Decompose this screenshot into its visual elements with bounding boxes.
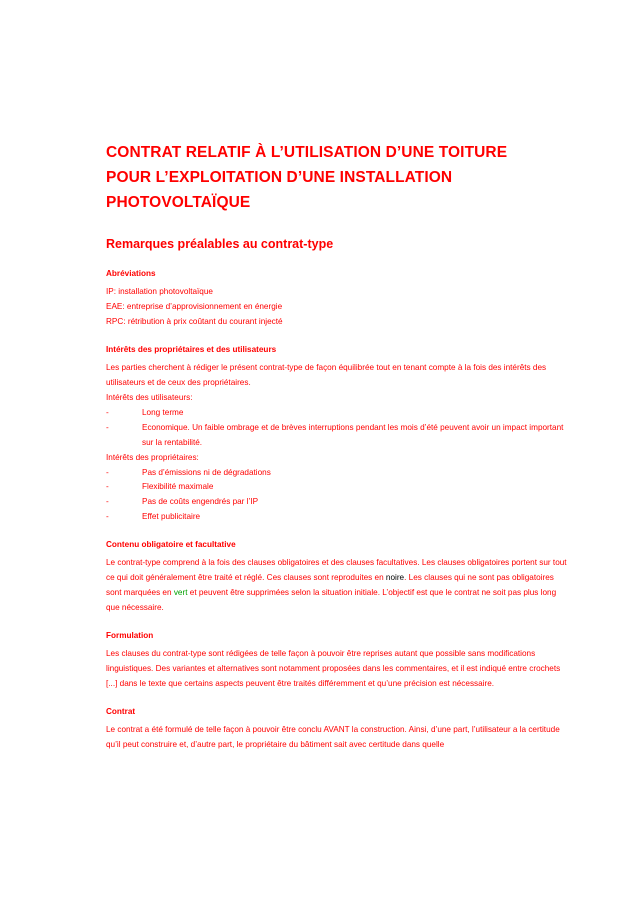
list-item-label: - Pas d’émissions ni de dégradations: [142, 467, 271, 477]
list-item: [106, 495, 570, 510]
list-item: [106, 406, 570, 421]
highlight-black: noire: [385, 573, 405, 583]
list-item-label: - Effet publicitaire: [142, 512, 201, 522]
section-heading: Abréviations: [106, 269, 156, 279]
paragraph-part: . Les clauses qui ne sont pas obligatoires sont marquées en: [106, 573, 554, 598]
section-heading: Intérêts des propriétaires et des utilisateurs: [106, 345, 277, 355]
paragraph: Le contrat a été formulé de telle façon à pouvoir être conclu AVANT la construction. Ainsi, d’une part, l’utilisateur a la certitude qu’il peut construire et, d’autre part, le propriétaire du bâtiment sait avec certitude dans quelle: [106, 724, 560, 749]
list-item: [106, 421, 570, 451]
paragraph: Intérêts des utilisateurs:: [106, 392, 193, 402]
paragraph-part: et peuvent être supprimées selon la situation initiale. L’objectif est que le contrat ne soit pas plus long que nécessaire.: [106, 588, 557, 612]
paragraph: EAE: entreprise d’approvisionnement en énergie: [106, 302, 283, 312]
highlight-green: vert: [173, 588, 188, 598]
paragraph: RPC: rétribution à prix coûtant du courant injecté: [106, 317, 283, 327]
paragraph-part: Le contrat-type comprend à la fois des clauses obligatoires et des clauses facultatives. Les clauses obligatoires portent sur tout ce qui doit généralement être traité et réglé. Ces clauses sont reproduites en: [106, 558, 567, 583]
paragraph: Les parties cherchent à rédiger le présent contrat-type de façon équilibrée tout en tenant compte à la fois des intérêts des utilisateurs et de ceux des propriétaires.: [106, 363, 547, 388]
owners-interests-list: [106, 466, 570, 526]
list-item-label: - Long terme: [142, 407, 184, 417]
section-interests: [106, 345, 570, 525]
document-subtitle: Remarques préalables au contrat-type: [106, 237, 334, 252]
list-item: [106, 480, 570, 495]
paragraph: Intérêts des propriétaires:: [106, 452, 199, 462]
page-title: [106, 140, 570, 215]
paragraph: IP: installation photovoltaïque: [106, 287, 213, 297]
section-contract: [106, 707, 570, 753]
paragraph: Les clauses du contrat-type sont rédigées de telle façon à pouvoir être reprises autant que possible sans modifications linguistiques. Des variantes et alternatives sont notamment proposées dans les commentaires, et il est indiqué entre crochets [...] dans le texte que certains aspects peuvent être traités différemment et qu’une précision est nécessaire.: [106, 648, 561, 688]
list-item: [106, 510, 570, 525]
page-title-line-1: CONTRAT RELATIF À L’UTILISATION D’UNE TOITURE: [106, 144, 508, 161]
section-abbreviations: [106, 269, 570, 330]
list-item: [106, 466, 570, 481]
section-mandatory-content: [106, 540, 570, 616]
list-item-label: - Flexibilité maximale: [142, 482, 214, 492]
section-heading: Formulation: [106, 630, 154, 640]
paragraph: [106, 556, 570, 616]
section-heading: Contrat: [106, 706, 136, 716]
page-title-line-2: POUR L’EXPLOITATION D’UNE INSTALLATION: [106, 169, 453, 187]
list-item-label: - Economique. Un faible ombrage et de brèves interruptions pendant les mois d’été peuvent avoir un impact important sur la rentabilité.: [142, 422, 564, 447]
users-interests-list: [106, 406, 570, 451]
section-heading: Contenu obligatoire et facultative: [106, 540, 236, 550]
page-title-line-3: PHOTOVOLTAÏQUE: [106, 194, 251, 212]
section-formulation: [106, 631, 570, 692]
list-item-label: - Pas de coûts engendrés par l’IP: [142, 497, 259, 507]
